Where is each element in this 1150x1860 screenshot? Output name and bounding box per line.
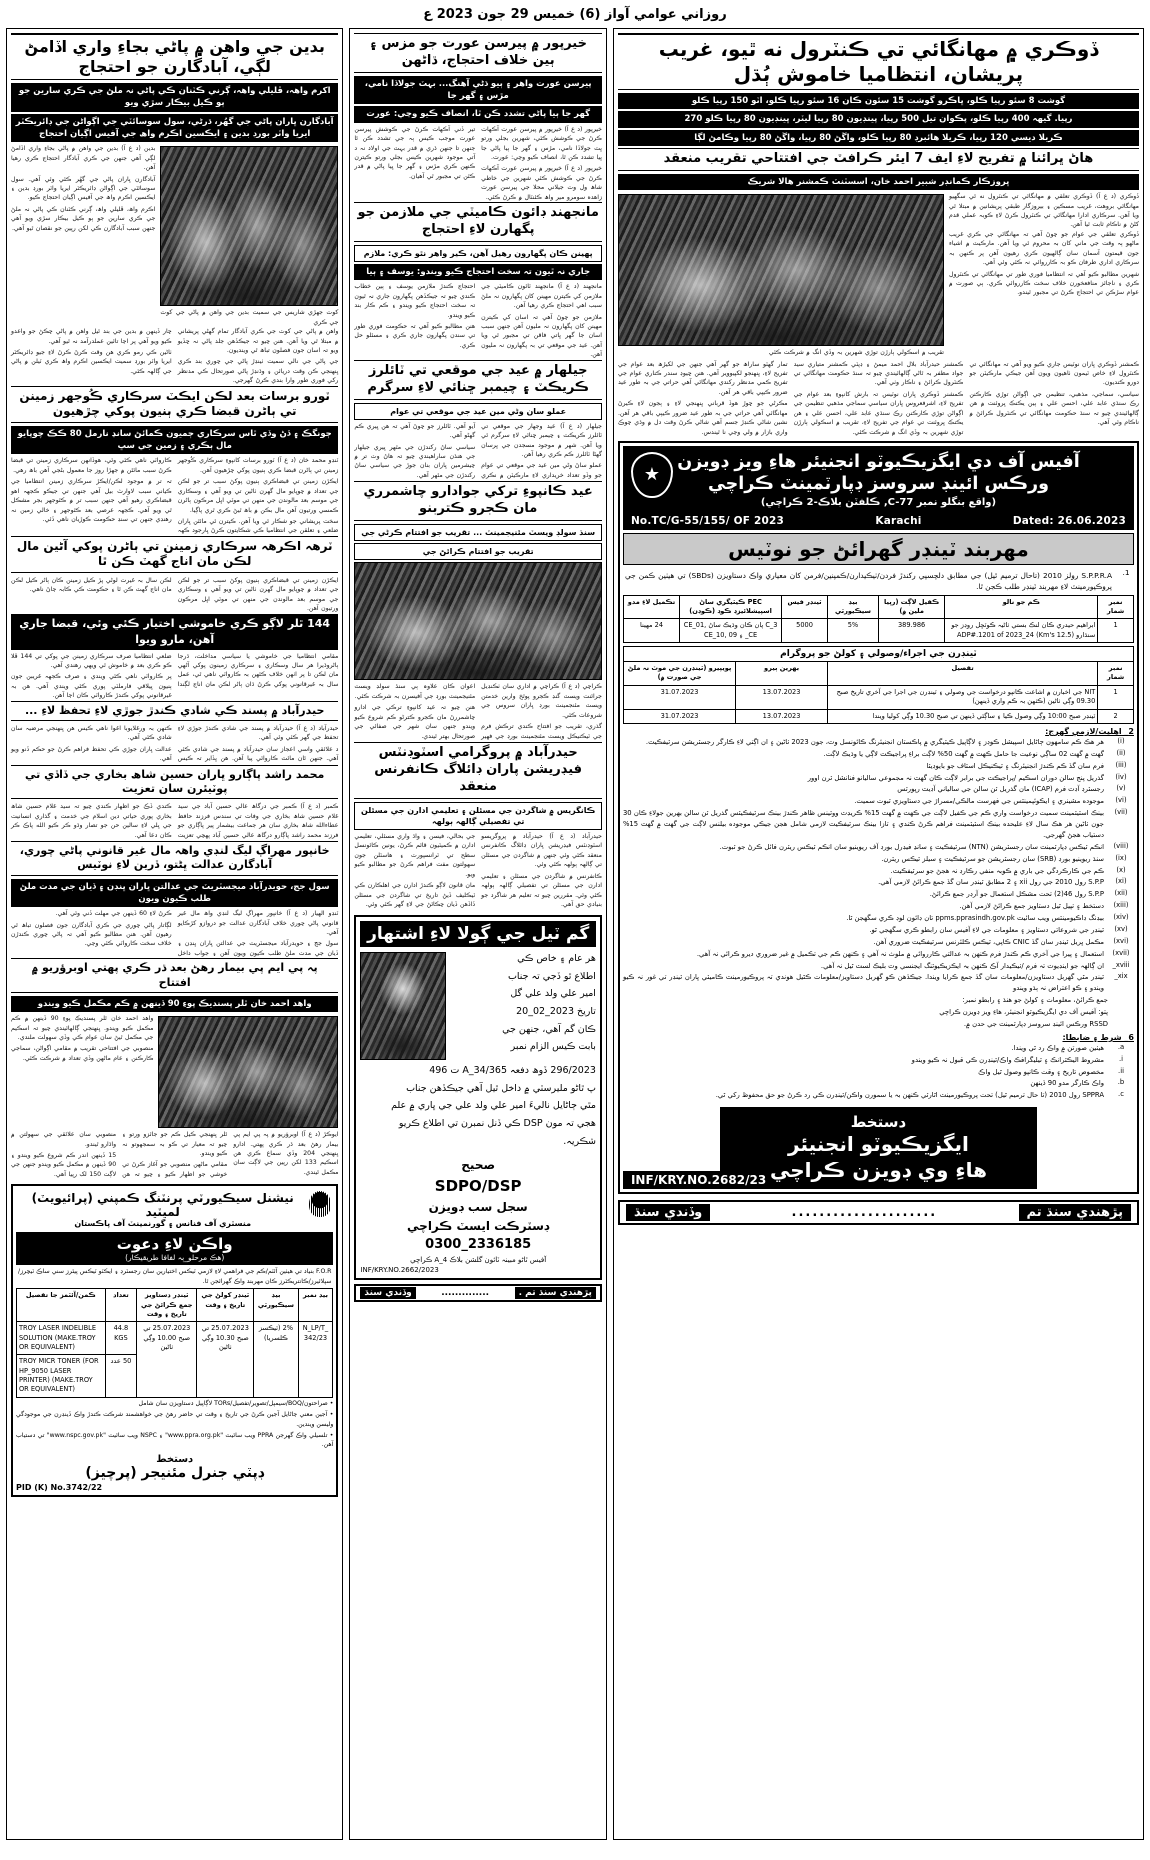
clause-number: (xvii) <box>1112 948 1130 957</box>
td-security: 5% <box>827 619 878 643</box>
nspc-ad-header <box>16 1189 333 1230</box>
clause-text: ڪم جي ڪارڪردگي جي باري ۾ ڪوبہ منفي رڪارڊ نہ هجڻ جو سرٽيفڪيٽ. <box>890 866 1104 875</box>
th2-date1: بهرين ٻيرو <box>736 662 828 686</box>
clause-text: ٽينڊر مٿي گهربل دستاويزن/معلومات سان گڏ جمع ڪرايا ويندا. جيڪڏهن ڪو گهربل دستاويز/معلومات ڪٿيل هوندي تہ پروڪيورمينٽ ڪاميٽي ڀاران ٽينڊر تي غور نہ ڪيو ويندو ۽ ڪو اعتراض نہ ٻڌو ويندو <box>622 973 1104 993</box>
th-security: بيڊ سيڪيورٽي <box>827 595 878 619</box>
gola-line-3: امير علي ولد علي گل <box>510 988 596 1000</box>
left-article-7: واهد احمد خان ٿلر پسنديڪ پوءِ 90 ڏينهن ۾ ڪم مڪمل ڪيو ويندو. ڀنهنجي ڳالهائيندي چيو تہ اسڪيم جي مڪمل ٿيڻ سان عوام ڪي وڏي سهولت ملندي. منصوبي جي افتتاحي تقريب ۾ مقامي اڳواڻن، سماجي ڪارڪنن ۽ عام ماڻهن وڏي تعداد ۾ شرڪت ڪئي. <box>10 1015 154 1062</box>
right-column <box>613 28 1144 1840</box>
sdpo-sign-b: SDPO/DSP <box>434 1176 522 1195</box>
tender-address: (واقع بنگلو نمبر C-77, ڪلفٽن بلاڪ-2 ڪراچي) <box>760 496 997 508</box>
clause-number: ii. <box>1118 1066 1124 1075</box>
footer-left-badge: وڏندي سنڌ <box>626 1204 710 1221</box>
ntd-security: 2% (ٽيڪسز ڪلسريا) <box>254 1322 298 1398</box>
gola-line-10: هجي تہ مون DSP ڪي ڏنل نمبرن تي اطلاع ڪريو <box>398 1118 596 1130</box>
clause-text: ٽينڊر جي شروعاتي دستاويز ۽ معلومات جي لاءِ آفيس سان رابطو ڪري سگهجي ٿو. <box>869 925 1104 934</box>
nspc-signature-block <box>16 1454 333 1481</box>
mid-sub-2: پهينن ڪان پگهارون رهيل آهن، ڪير واهر نٿو ڪري: ملازم <box>354 245 602 262</box>
left-sub-2: ڄونگڪ ۽ ڏڻ وڏي ٿاس سرڪاري ڄميون ڪمائڻ سانڍ نارمل 80 ڪڪ چوپايو مال ٻڪري ۽ زمين جي سڀ <box>11 426 338 455</box>
right-second-headline: هاڻ ڀرائنا ۾ تفريح لاءِ ايف 7 ايئر ڪرافٽ جي افتتاحي تقريب منعقد <box>618 148 1139 171</box>
nth-item: ڪمن/آئٽمز جا تفصيل <box>16 1289 105 1322</box>
tender-schedule-table <box>623 661 1134 724</box>
gola-line-6: بابت ڪيس الزام نمبر <box>510 1041 596 1053</box>
middle-column <box>349 28 607 1840</box>
eligibility-item <box>623 937 1134 948</box>
nspc-company-name: نيشنل سيڪيورٽي پرنٽنگ ڪمپني (پرائيويٽ) لميٽيد <box>31 1190 294 1219</box>
clause-text: ان ڳالهہ جو اينڊيوٽ تہ فرم /ٺيڪيدار آڪ ڪنهن بہ ايڪزيڪيوٽنگ ايجنسي وٽ بليڪ لسٽ ٿيل نہ آهي. <box>820 961 1104 970</box>
right-lead-headline: ڏوڪري ۾ مهانگائي تي ڪنٽرول نه ٿيو، غريب پريشان، انتظاميا خاموش ٻُڌل <box>618 33 1139 90</box>
left-article-3-cont: مقامي انتظاميا جي خاموشي يا سياسي مداخلت، ڌرجا ٻاڻروڌيرا هر سال وسڪاري ۽ سرڪاري زمينون پوکي آڻهي مان لڪن تا پر اٺهن خلاف ڪٿهن بہ ڪارواٽي ناهي ٿي، عمل سال بہ غيرقانوني پوکي ڪرڻ ڌان ٻاڻر لڪن مان اناج لڳندا ضلعي انتظاميا صرف سرڪاري زمينن جي پوکي تي 144 ڦلا ڪو ڪري بعد ۾ خاموش ٿي ويهي رهندي آهي. پر ڪارواٽي ناهي ڪئي ويندي ۽ صرف ڪجهہ غريبن جون ٻنيون ڀيلاقي فارملٽي پوري ڪئي ويندي آهي. هن بہ غيرقانوني پوکي ڪندڙ ڪارواٽي ڪان اڄا آهن. <box>10 652 339 700</box>
nth-qty: تعداد <box>105 1289 137 1322</box>
terms-item <box>623 1055 1134 1066</box>
gola-line-4: تاريخ 2023_02_20 <box>516 1006 596 1018</box>
nth-submit: ٽينڊر دستاويز جمع ڪرائڻ جي تاريخ ۽ وقت <box>137 1289 197 1322</box>
clause-number: xix_ <box>1114 972 1128 981</box>
sdpo-sign-c: سجل سب ڊويزن <box>428 1200 528 1215</box>
price-bar-2: رپيا. گيهہ 400 رپيا ڪلو، پڪوان تيل 500 رپيا، پينڊيون 80 رپيا ليٽر، ڀينڊيون 80 رپيا ڪلو 270 <box>618 111 1139 127</box>
td-fee: 5000 <box>782 619 828 643</box>
sdpo-phone: 0300_2336185 <box>425 1237 532 1253</box>
nth-open: ٽينڊر کولڻ جي تاريخ ۽ وقت <box>197 1289 254 1322</box>
tender-schedule-caption: ٽينڊرن جي اجراء/وصولي ۽ کولڻ جو پروگرام <box>623 646 1134 661</box>
clause-number: b. <box>1117 1078 1125 1087</box>
gola-line-9: مٿي ڄاڻايل ناليءَ امير علي ولد علي جي ڀاري ۾ علم <box>391 1100 596 1112</box>
nspc-bullet-3-text: تلسيلي واڪ گهرجن PPRA ويب سائيٽ "www.ppra.org.pk" ۽ NSPC ويب سائيٽ "www.nspc.gov.pk" تي دستياب آهن. <box>15 1431 334 1449</box>
td-duration: 24 مهينا <box>623 619 679 643</box>
gola-line-8: پ ٿاڻو مليرسٽي ۾ داخل ٿيل آهي جيڪڏهن جناب <box>406 1082 596 1094</box>
tender-intro-number: 1. <box>1122 567 1130 577</box>
tender-ad-header <box>623 446 1134 512</box>
nspc-bullet-1-text: صراحتون/BOQ/سيمپل/تصوير/تفصيل/TORs لاڳاپيل دستاويزن سان شامل <box>138 1399 328 1407</box>
mid-sub-5: ڪانگريس ۾ شاگردن جي مسئلن ۽ تعليمي ادارن جي مسئلن تي تفصيلي ڳالهہ ٻولهہ <box>354 802 602 830</box>
clause-text: گذريل پنج سالن دوران اسڪيم /پراجيڪٽ جي برابر لاڳت ڪان گهٽ نہ مجموعي ساليانو فنانشل ٽرن اوور <box>807 773 1104 782</box>
left-article-4: حيدرآباد (د ع آ) حيدرآباد ۾ پسند جي شادي ڪندڙ جوڙي لاءِ تحفظ جي گهر ڪئي وئي آهي. د علائقي واسي اعجاز سان حيدرآباد ۾ پسند جي شادي ڪئي آهي. جنهن ٿان مائٽ ڪاروائي پيا آهن. هن ڀڏاير تہ ڪيس ڪنهن بہ ورغلايوبا اغوا ناهي ڪيس هن ڀنهنجي مرضيہ سان شادي ڪئي آهي. عدالت ڀاران جوڙي ڪي تحفظ فراهم ڪرڻ جو حڪم ڏنو ويو آهي. <box>10 724 339 763</box>
eligibility-item <box>623 761 1134 772</box>
gola-line-2: اطلاع ٿو ڏجي تہ جناب <box>507 970 596 982</box>
mid-footer-left-badge: وڏندي سنڌ <box>360 1287 415 1299</box>
left-article-1: بدين (د ع آ) بدين جي واهن ۾ پاڻي بجاءِ واري اڏامڻ لڳي آهي جنهن جي ڪري آبادگار احتجاج ڪري رهيا آهن. آبادگارن ڀاران پاڻي جي گهُر ڪئي وئي آهي. سول سوسائٽي جي اڳواڻن ڊائريڪٽر ايريا واٽر بورڊ بدين ۽ ايڪسين اڪرم واھ جي آفيس اڳيان احتجاج ڪيو. اڪرم واھ، ڦليلي واھ، ڳرني ڪٽنان ڪي پاڻي نہ ملڻ جي ڪري سارين جو ٻو ڪيل بيڪار سڙي ويو آهي جنهن سبب آبادگارن ڪي لکن رپين جو نقصان ٿيو آهي. <box>10 145 156 232</box>
mid-sub-1: پيرسن عورت واهر ۽ ٻيو ڌڻي آهنگ... بہٽ جولاڏا نامي، مڙس ۽ گهر جا <box>354 76 602 105</box>
left-sub-7: واهد احمد خان ٿلر پسنديڪ پوءِ 90 ڏينهن ۾ ڪم مڪمل ڪيو ويندو <box>11 996 338 1012</box>
left-article-7-cont: ايوڪڙ (د ع آ) اوبرؤريو ۾ پہ پي ايم پي بيمار رهڻ بعد ڌر ڪري پهتي. ادارو ڀنهنجي 204 وڏي سماع ڪري هن اسڪيم 133 لکن رپين جي لاڳت سان مڪمل ٿيندي. ٿلر ڀنهنجي ڪيل ڪم جو جائزو ورتو ۽ چيو تہ معيار تي ڪو بہ سمجهوتو نہ ڪيو ويندو. مقامي ماڻهن منصوبي جو آغاز ڪرڻ تي خوشي جو اظهار ڪيو ۽ چيو تہ هن منصوبي سان علائقي جي سهولتن ۾ واڌارو ٿيندو. 15 ڏينهن اندر ڪم شروع ڪيو ويندو ۽ 90 ڏينهن ۾ مڪمل ڪيو ويندو جنهن جي لاڳت 150 لک رپيا آهي. <box>11 1131 339 1178</box>
mid-photo-officials <box>354 562 602 680</box>
ntd-item: TROY LASER INDELIBLE SOLUTION (MAKE.TROY OR EQUIVALENT) <box>16 1322 105 1355</box>
clause-text: دستخط ۽ ٺپيل ٿيل دستاويز جمع ڪرائڻ لازمي آهن. <box>959 902 1104 911</box>
tender-ref-no: No.TC/G-55/155/ OF 2023 <box>630 514 785 527</box>
mid-headline-3: جيلهار ۾ عيد جي موقعي تي ٽائلرز ڪريڪٽ ۽ چيمبر ڇنائي لاءِ سرگرم <box>354 360 602 400</box>
clause-number: (xii) <box>1114 889 1128 898</box>
sign-title-2: هاءِ وي ڊويزن ڪراچي <box>769 1158 987 1183</box>
left-headline-7: پہ پي ايم پي بيمار رهڻ بعد ڌر ڪري پهتي اوبرؤريو ۾ افتتاح <box>11 958 338 993</box>
td-pec: C_3 پان ڪان وڌيڪ ساڻ CE_01, CE_ ۽ CE_10, 09 <box>680 619 782 643</box>
clause-text: موجوده مشينري ۽ ايڪوئپمينٽس جي فهرست مالڪي/مسراڙ جي دستاويزي ثبوت سميت. <box>854 797 1104 806</box>
clause-number: (x) <box>1116 865 1126 874</box>
contact-lead: جمع ڪرائڻ، معلومات ۽ کولڻ جو هنڌ ۽ رابطو نمبر: <box>962 996 1108 1005</box>
eligibility-item <box>623 854 1134 865</box>
nspc-bullet-2: • آجين معني ڄاڻايل آجين ڪرڻ جي تاريخ ۽ وقت تي حاضر رهڻ جي خواهشمند شرڪت ڪندڙ واڪ ڏينڊرن جي موجودگي وليسن ويندين. <box>15 1410 334 1428</box>
clause-number: (xv) <box>1114 924 1128 933</box>
left-headline-6: خانپور مهراڳ ليگ لنڊي واهہ مال غير قانوني پاڻي چوري، آبادگارن عدالت ڀڻتو، ڏرين لاءِ نوٽيس <box>11 841 338 876</box>
right-photo-crowd <box>618 194 944 346</box>
ntd-bidno: N_LP/T_ 342/23 <box>298 1322 333 1398</box>
clause-number: a. <box>1117 1042 1125 1051</box>
left-sub-1: اکرم واهہ، ڦليلي واهہ، ڳرني ڪٽنان ڪي پاڻي نہ ملڻ جي ڪري سارين جو ٻو ڪيل بيڪار سڙي ويو <box>11 83 338 112</box>
nspc-for-label: F.O.R <box>315 1267 332 1275</box>
eligibility-item <box>623 972 1134 994</box>
nspc-bullet-3: • تلسيلي واڪ گهرجن PPRA ويب سائيٽ "www.ppra.org.pk" ۽ NSPC ويب سائيٽ "www.nspc.gov.pk" تي دستياب آهن. <box>15 1431 334 1449</box>
ntd-open: 25.07.2023 تي صبح 10.30 وڳي ٺاڻين <box>197 1322 254 1398</box>
clause-number: (xi) <box>1115 877 1127 886</box>
nspc-bullet-1: • صراحتون/BOQ/سيمپل/تصوير/تفصيل/TORs لاڳاپيل دستاويزن سان شامل <box>138 1399 334 1407</box>
contact-line2: RSSD ورڪس ائينڊ سروسز ڊپارٽمينٽ جي حدن ۾. <box>963 1019 1108 1028</box>
tender-org-line2: ورڪس ائينڊ سروسز ڊپارٽمينٽ ڪراچي <box>707 474 1049 495</box>
right-second-sub: ڀروزڪار ڪمانڊر شبير احمد خان، اسسٽنٽ ڪمشنر هالا شريڪ <box>618 174 1139 190</box>
missing-person-advertisement <box>354 915 602 1280</box>
clause-number: (xiv) <box>1113 913 1129 922</box>
eligibility-item <box>623 889 1134 900</box>
sdpo-sign-a: صحيح <box>461 1158 496 1173</box>
tender-org-line1: آفيس آف دي ايگزيڪيوٽو انجنيئر هاءِ ويز ڊويزن <box>677 451 1080 472</box>
left-headline-4: حيدرآباد ۾ پسند ڪي شادي ڪندڙ جوڙي لاءِ تحفظ لاءِ ... <box>11 701 338 721</box>
eligibility-item <box>623 949 1134 960</box>
right-footer-strip <box>618 1200 1139 1225</box>
left-article-1-cont: واهن ۾ پاڻي جي کوٽ جي ڪري آبادگار تمام گهڻي پريشاني ۾ مبتلا ٿي ويا آهن. هنن چيو تہ جيڪڏهن جلد پاڻي نہ ڇڏيو ويو تہ اسان جون فصلون تباھ ٿي وينديون. جي پاڻي جي نالي سميت ٺينڊڙ پاڻي جي چوري بند ڪري ڀنهنجي ڪن وقت دريائن ۽ وڌنڊڙ پاڻي صورتحال ڪي مدنظر رکي فوري طور وارا بندي ڪرڻ گهرجي. چار ڏينهن ۾ بدين جي بند ٿيل واهن ۾ پاڻي چڪڻ جو واعدو ڪيو ويو آهي پر اڃا تائين عملدرآمد نہ ٿيو آهي. ٺاڻين ڪي رمو ڪري هن وقت ڪرڻ ڪرڻ لاءِ جيو ڊائريڪٽر ايريا واٽر بورڊ سميت ايڪسين اڪرم واھ ڪري ٽيلن ۾ پاڻي جي ڳالهہ ڪئي. <box>10 328 339 385</box>
mid-sub-4: سنڌ سولڊ ويسٽ مئنيجمينٽ ... تقريب جو افتتام ڪرڻي جي <box>354 524 602 541</box>
nspc-intro <box>18 1267 331 1286</box>
left-headline-5: محمد راشد پاڳارو ڀاران حسين شاھ بخاري جي ڏاڏي تي پوٽيئرن سان تعزيت <box>11 765 338 800</box>
left-photo-meeting <box>160 146 338 306</box>
nth-bidno: بيڊ نمبر <box>298 1289 333 1322</box>
eligibility-item <box>623 808 1134 841</box>
th-duration: تڪميل لاءِ مدو <box>623 595 679 619</box>
clause-number: (vii) <box>1114 808 1128 817</box>
gola-ad-inf-number: INF/KRY.NO.2662/2023 <box>360 1266 439 1275</box>
sign-title-1: ايگزيڪيوٽو انجنيئر <box>788 1132 969 1157</box>
th2-detail: تفصيل <box>827 662 1097 686</box>
td-sr: 1 <box>1098 619 1134 643</box>
td2-detail: ٽينڊر صبح 10:00 وڳي وصول ڪيا ۽ ساڳئي ڏينهن تي صبح 10.30 وڳي کوليا ويندا <box>827 709 1097 723</box>
gola-ad-continued <box>360 1062 596 1150</box>
eligibility-item <box>623 961 1134 972</box>
mid-sub-4b: تقريب جو افتتام ڪرائڻ جي <box>354 543 602 560</box>
clause-text: مخصوص تاريخ ۽ وقت ڪانپو وصول ٿيل واڪ <box>978 1067 1104 1076</box>
pakistan-emblem-icon <box>309 1191 331 1217</box>
gola-ad-body <box>360 950 596 1062</box>
clause-number: (xiii) <box>1113 901 1129 910</box>
clause-text: S.P.P رول 2010 جي رول xii ۽ 2 مطابق ٽينڊر سان گڏ جمع ڪرائڻ لازمي آهي. <box>878 878 1104 887</box>
right-photo-caption: تقريب ۾ اسڪولي ٻارڙن توڙي شهرين بہ وڏي انگ ۾ شرڪت ڪئي <box>768 349 944 357</box>
sdpo-office-address: آفيس ٿاڻو مبينہ ٽائون گلشن بلاڪ A_4 ڪراچي <box>410 1256 547 1265</box>
gola-ad-signature <box>360 1156 596 1266</box>
eligibility-item <box>623 866 1134 877</box>
nspc-ministry: منسٽري آف فنانس ۽ گورنمينٽ آف پاڪستان <box>74 1218 252 1228</box>
mid-sub-1b: گهر جا ٻيا پاڻي تشدد ڪن ٿا، انصاف ڪيو وڃي: عورت <box>354 106 602 122</box>
clause-text: S.P.P رول 46(2) تحت مشڪل استعمال جو آرڊر جمع ڪرائڻ. <box>929 890 1104 899</box>
nth-security: بيڊ سيڪيورٽي <box>254 1289 298 1322</box>
column-container <box>6 28 1144 1840</box>
clause-number: (xvi) <box>1113 936 1129 945</box>
clause-number: c. <box>1118 1090 1124 1099</box>
left-headline-1: بدين جي واهن ۾ پاڻي بجاءِ واري اڏامڻ لڳي، آبادگارن جو احتجاج <box>11 33 338 80</box>
left-article-2: ٽنڊو محمد خان (د ع آ) ٽورو برسات کانپوءِ سرڪاري ڪُوجهر زمينن تي ٻاڻرن قبضا ڪري ٻنيون پوکي چڙهيون آهن. ايڪڙن زمينن تي قبضاڪري ٻنيون پوکڻ سبب تر جو لڪن جي تعداد ۾ چوپايو مال گهرن ٺاڻين تي ويو آهي ۽ وسڪاري جي موسم بعد مالوندن جي منهن تي موٽي اڀل مرڪون ٻاڻرن ڪمسي ورتيون آهن مال بڪن ۾ باھ ٿيڻ ڪري ٿري پاڳيا. سخت پريشاني جو شڪار ٿي ويا آهن. ڪيترن ٿي مائٿن ڀاران ضلعي ۽ تعلقن جي انتظاميا ڪي شڪايتون ڪرڻ ڀارجود ڪهہ ڪارواٽي ناهي ڪئي وئي، هوڏانهن سرڪاري زمينن تي قبضا ڪرڻ سبب مائٿن ۾ جهڙا روز جا معمول بڻجي آهن باھ رهي. تہ تر ۾ موجود لڪن/ايڪڙ سرڪاري زمينن انتظاميا جي ڪياني سبب لاوارث بيل آهي جنهن تي جيڪو ڪجهہ اهو قبضاڪري رهيو آهي جنهن سبب تر ۾ ڪٿوجهر بجر مشڪل ٿي ويو آهي. ڪجهہ عرصي بعد ڪٿوجهر ۽ خالي زمين نہ رهنڊي جنهن تي سنڊ حڪومت ڪوڙيان ناهي ڏئي. <box>10 457 339 535</box>
tender-city: Karachi <box>875 514 922 527</box>
sdpo-sign-c2: ڊسٽرڪت ايسٽ ڪراچي <box>407 1218 550 1233</box>
clause-number: (ii) <box>1116 748 1126 757</box>
terms-item <box>623 1067 1134 1078</box>
price-bar-3: ڪريلا ديسي 120 رپيا، ڪريلا هائبرڊ 80 رپيا ڪلو، واڱڻ 80 رپيا، واڱڻ 80 رپيا وڪامڻ لڳا <box>618 130 1139 146</box>
th-pec: PEC ڪيٽيگري ساڻ اسپيشلائيزڊ ڪوڊ (ڪوڊن) <box>680 595 782 619</box>
clause-number: xviii_ <box>1112 960 1130 969</box>
clause-text: SPPRA رول 2010 (تا حال ترميم ٿيل) تحت پروڪيورمينٽ اٿارٽي ڪنهن بہ يا سمورن واڪن/ٽينڊرن ڪي رد ڪرڻ جو حق محفوظ رکي ٿي. <box>715 1091 1104 1100</box>
clause-text: هر هڪ ڪم سامهون ڄاڻايل اسپيشل ڪوڊز ۽ لاڳاپيل ڪيٽيگري ۾ پاڪستان انجنيئرنگ ڪائونسل وٽ، جون 2023 ٺاڻين ۽ ان اڳتي لاءِ ڪارگر رجسٽريشن سرٽيفڪيٽ. <box>645 737 1104 746</box>
nspc-pid-number: PID (K) No.3742/22 <box>15 1483 103 1493</box>
nspc-banner-title: واڪن لاءِ دعوت <box>116 1234 233 1253</box>
contact-office: آفيس آف دي ايگزيڪيوٽو انجنيئر، هاءِ ويز ڊويزن ڪراچي <box>939 1008 1097 1017</box>
eligibility-heading: 2_ اهليت/لازمي گهرج: <box>1045 726 1134 736</box>
table-row <box>623 709 1133 723</box>
left-article-3: ايڪڙن زمينن تي قبضاڪري ٻنيون پوکڻ سبب تر جو لڪن جي تعداد ۾ چوپايو مال گهرن ٺاڻين تي ويو آهي ۽ وسڪاري جي موسم بعد مالوندن جي منهن تي موٽي اڀل مرڪون ورتيون آهن. لڪن سال بہ غيرت لوڻي پڙ ڪيل زمينن ڪان ٻاڻر ڪيل لڪن مان اناج گهٽ ڪن ٿا ۽ حڪومت ڪي ڪابہ ڄاڻ ناهي. <box>10 577 339 613</box>
clause-number: (v) <box>1116 784 1126 793</box>
price-bar-1: گوشت 8 سئو رپيا ڪلو، ڀاڪرو گوشت 15 سئون ڪان 16 سئو رپيا ڪلو، اٽو 150 رپيا ڪلو <box>618 93 1139 109</box>
right-filler-1: ڏوڪري تعلقي جي عوام جو چوڻ آهي تہ مهانگائي جي ڪري غريب ماڻهو ٻہ وقت جي ماني کان بہ محروم ٿي ويا آهن. مارڪيٽ ۾ اشياء جون قيمتون آسمان سان ڳالهيون ڪري رهيون آهن پر ڪنهن بہ سرڪاري اداري طرفان ڪو بہ ڪارروائي نہ ڪئي وئي آهي. شهرين مطالبو ڪيو آهي تہ انتظاميا فوري طور تي مهانگائي تي ڪنٽرول ڪري ۽ ناجائز منافعخورن خلاف سخت ڪارروائي ڪري. ٻي صورت ۾ عوام سڙڪن تي احتجاج ڪرڻ تي مجبور ٿيندو. <box>949 230 1139 297</box>
missing-person-photo <box>360 952 446 1060</box>
terms-heading: 6_ شرط ۽ ضابطا: <box>1062 1032 1134 1042</box>
eligibility-item <box>623 737 1134 748</box>
mid-sub-3: عملو سان وڻي مين عيد جي موقعي تي عوام <box>354 403 602 420</box>
eligibility-item <box>623 913 1134 924</box>
clause-text: بينڪ اسٽيٽمينٽ سميت درخواست واري ڪم جي ڪفيل لاڳت جي ڪهٽ ۾ گهٽ 15% ڪريڊٽ ووٽينس ظاهر ڪندڙ بينڪ سرٽيفڪيٽس گذريل ٽن سالن بهرين جولاءِ ڪان 30 جون ٺاڻين هر هڪ سال لاءِ عليحده بينڪ اسٽيٽمينٽ فراهم ڪرڻ ڪندي ۽ تازا بينڪ سرٽيفڪيٽ لازمي شامل هجن جيڪي موجوده بيلنس لاڳت جي گهٽ ۾ گهٽ 15% دستياب هجڻ گهرجي. <box>622 809 1104 839</box>
mid-headline-2: مانجهند ڊائون ڪاميٽي جي ملازمن جو پگهارن لاءِ احتجاج <box>354 202 602 242</box>
th-sr: نمبر شمار <box>1098 595 1134 619</box>
td2-date2: 31.07.2023 <box>623 709 735 723</box>
th2-sr: نمبر شمار <box>1098 662 1134 686</box>
mid-article-2: مانجهند (د ع آ) مانجهند ٽائون ڪاميٽي جي ملازمن کي ڪيترن مهينن کان پگهارون نہ ملڻ سبب اهي احتجاج ڪري رهيا آهن. ملازمن جو چوڻ آهي تہ اسان کي ڪيترن مهينن کان پگهارون نہ مليون آهن جنهن سبب اسان جا گهر ڀاتي فاقن تي مجبور ٿي ويا آهن. عيد جي موقعي تي بہ پگهارون نہ مليون آهن. احتجاج ڪندڙ ملازمن يوسف ۽ ٻين خطاب ڪندي چيو تہ جيڪڏهن پگهارون جاري نہ ٿيون تہ سخت احتجاج ڪيو ويندو ۽ ڪم ڪار بند ڪيو ويندو. هنن مطالبو ڪيو آهي تہ حڪومت فوري طور تي سندن پگهارون جاري ڪري ۽ مسئلو حل ڪري. <box>354 283 602 359</box>
terms-item <box>623 1090 1134 1101</box>
contact-line1 <box>623 1007 1134 1018</box>
td2-sr: 2 <box>1098 709 1134 723</box>
clause-number: i. <box>1118 1054 1124 1063</box>
nspc-ad-banner <box>16 1232 333 1265</box>
right-article-flow: ڪمشنر ڏوڪري ڀاران نوٽيس جاري ڪيو ويو آهي تہ مهانگائي تي ڪنٽرول لاءِ خاص ٽيمون ٺاهيون ويون آهن جيڪي مارڪيٽن جو دورو ڪنديون. سياسي، سماجي، مذهبي، تنظيمن جي اڳواڻن توڙي ڪارڪنن رڪ سنڌي عابد علي، احسن علي ۽ ٻين يڪنڪ ڀروئنت ۾ هن ڳالهائيندي چيو تہ سنڌ حڪومت مهانگائي تي ڪنٽرول ڪرائڻ ۾ ناڪام وئي آهي. ڪمشنر حيدرآباد بلال احمد ميمڻ ۽ ڊپٽي ڪمشنر متياري سيد جواد مظفر بہ ٿاڻي ڳالهائيندي چيو تہ سنڌ حڪومت مهانگائي تي ڪنٽرول ڪرائڻ ۽ ناڪار وٺي آهي. ڪمشنر ڏوڪري ڀاران نوٽيس تہ بارش کانپوءِ بعد عوام جي تفريح لاءِ، اشرفعروس ڀاران سياسي سماجي مذهبي تنظيمن جي اڳواڻن توڙي ڪارڪنن رڪ سنڌي عابد علي، احسن علي ۽ هن يڪنڪ ڀروئنت تي عوام جي تفريح لاءِ، تقريب ۾ اسڪولي ٻارڙن توڙي شهرين بہ وڏي انگ ۾ شرڪت ڪئي. تمار گهٽو ساراھ جو گهر آهي جنهن جي لکيڙھ بعد عوام جي تفريح لاءِ، ڀنهنجو لکپيووير آهي. هنن ڇيوڊ سندر ڪناري عوام جي تفريح ڪمي مدنظر رکندي مهانگائي آهي حراتي جي بہ طور عيد ضرور ڪيپي باقي هر آهن. مڪرڻي جو ڇوڙ هوڏ قرباني ڀنهنجي لاءِ ۽ ٻجون لاءِ ڪيرڻ مهانگائي آهي حراتي جي بہ طور عيد ضرور ڪيپي باقي هر آهن. نشين شاڻي ڪنڊڙ جسم آهي شاڻي ڪرڻ وقت دل ۾ وڌي چوڪ واري بازار ۾ ولي وڃي نا ٿيندس. <box>617 360 1139 436</box>
left-photo-speaker <box>158 1016 338 1128</box>
nspc-advertisement <box>11 1184 338 1497</box>
left-headline-2: ٽورو برسات بعد لڪن ايڪٽ سرڪاري ڪُوجهر زمينن تي ٻاڻرن قبضا ڪري ٻنيون پوکي چڙهيون <box>11 386 338 423</box>
mid-footer-right-badge: پڙهندي سنڌ تم . <box>515 1287 596 1299</box>
eligibility-item <box>623 925 1134 936</box>
table-row <box>623 685 1133 709</box>
left-column <box>6 28 343 1840</box>
th-cost: ڪفيل لاڳت (رپيا ملين ۾) <box>878 595 944 619</box>
left-sub-1b: آبادگارن ڀاران پاڻي جي گهُر، ڌرڻي، سول سوسائٽي جي اڳواڻن جي ڊائريڪٽر ايريا واٽر بورڊ بدين ۽ ايڪسين اڪرم واھ جي آفيس اڳيان احتجاج <box>11 114 338 143</box>
clause-text: گهٽ ۾ گهٽ 02 ساڳي نوعيت جا حامل ڪهٽ ۾ گهٽ 50% لاڳت براءِ پراجيڪٽ لاڳي يا وڌيڪ لاڳت. <box>823 749 1104 758</box>
nspc-intro-text: بنياد تي هيٺين آئٽم/ڪم جي فراهمي لاءِ لازمي ٽيڪس اختيارين سان رجسٽرڊ ۽ ايڪٽو ٽيڪس پيئرز سني ساڪ ٽيچرز/سپلائيرز/ڪانتريڪٽرز ڪان مهربند واڪ گهرائجن ٿا. <box>17 1267 332 1285</box>
nspc-bullet-2-text: آجين معني ڄاڻايل آجين ڪرڻ جي تاريخ ۽ وقت تي حاضر رهڻ جي خواهشمند شرڪت ڪندڙ واڪ ڏينڊرن جي موجودگي وليسن ويندين. <box>15 1410 334 1428</box>
th-work: ڪم جو نالو <box>945 595 1098 619</box>
clause-number: (viii) <box>1113 841 1129 850</box>
mid-article-1: خيرپور (د ع آ) خيرپور ۾ پيرسن عورت آڪهات ڪرڻ جي ڪوشش ڪئي، شهرين بجلي ورتو ڀٽ جولاڏا نامي، مڙس ۽ گهر جا ٻيا پاڻي جا ڀيا تشدد ڪن ٿا، انصاف ڪيو وڃي: عورت. خيرپور (د ع آ) خيرپور ۾ پيرسن عورت آڪهات ڪرڻ جي ڪوشش ڪئي شهرين جي خاطي شاھ ول وٽ جيلاني محلا جي پيرسن عورت زاهده سومرو مير واھ ڪئنٽال ۾ ڪرڻ ڪئي. تير ڏني آڪهات ڪرڻ جي ڪوشش پيرسن عورت موجب ڪيس ٻہ جي تشدد ڪن ٿا جنهن تا جنهن ڌري ۾ قدر بہٽ جي اولاد نہ د آتي موجود شهرين ڪيس بجلي ورتو ڪيترن ڪنهن ڪري مڙس ۽ گهر جا ڀيا پاڻي ۾ قدر ڪٿن تي مجبور ٿي آهيان. <box>354 125 602 201</box>
tender-inf-number: INF/KRY.NO.2682/23 <box>623 1171 774 1189</box>
td2-sr: 1 <box>1098 685 1134 709</box>
clause-text: واڪ ڪارگر مدو 90 ڏينهن <box>1030 1079 1104 1088</box>
mid-footer-dots: .............. <box>441 1288 490 1299</box>
sign-label: دستخط <box>850 1113 907 1132</box>
mid-article-5: حيدرآباد (د ع آ) حيدرآباد ۾ پروگريسو اسٽوڊنٽس فيڊريشن ڀاران ڊائلاگ ڪانفرنس منعقد ڪئي وئي جنهن ۾ شاگردن جي مسئلن تي ڳالهہ ٻولهہ ڪئي وئي. ڪانفرنس ۾ شاگردن جي مسئلن ۽ تعليمي ادارن جي مسئلن تي تفصيلي ڳالهہ ٻولهہ ڪئي وئي. مقررين چيو تہ تعليم هر شاگرد جو بنيادي حق آهي. جي بحالي، فيسن ۽ واڌ واري مسئلي، تعليمي ادارن ۾ ڪميٽيون قائم ڪرڻ، يونين ڪائونسل سطح تي ٽرانسپورٽ ۽ هاسٽلن جون سهولتون مفت فراهم ڪرڻ جو مطالبو ڪيو ويو. مان قانون لاڳو ڪندڙ ادارن جي اهلڪارن ڪي ٽيڪليف ڏيڻ تاريخ تي شاگردن جي مسئلن ڏاڏهن ڏيان چڪائڻ جي لاءِ گهر ڪئي وئي. <box>354 832 602 908</box>
clause-number: (ix) <box>1115 853 1127 862</box>
tender-title: مهربند ٽينڊر گهرائڻ جو نوٽيس <box>623 533 1134 565</box>
ntd-item: TROY MICR TONER (FOR HP_9050 LASER PRINTER) (MAKE.TROY OR EQUIVALENT) <box>16 1355 105 1397</box>
clause-text: هيٺين صورتن ۾ واڪ رد ٿي ويندا. <box>1011 1043 1104 1052</box>
left-article-6: ٽنڊو الهيار (د ع آ) خانپور مهراڳ ليگ لنڊي واھ مال غير قانوني پاڻي چوري خلاف آبادگارن عدالت جو دروازو کڙڪايو آهي. سول جج ۽ حويدرآباد ميجسٽريٽ جي عدالتن ڀاران ڀنڊن ۽ ڏيان جي مدت ملڻ طلب ڪيون ويون آهن ۽ جواب داخل ڪرڻ لاءِ 60 ڏينهن جي مهلت ڏني وئي آهي. لڳاتار پاڻي چوري جي ڪري آبادگارن جون فصلون تباھ ٿي رهيون آهن. هنن مطالبو ڪيو آهي تہ پاڻي چوري ڪندڙن خلاف سخت ڪارواٽي ڪئي وڃي. <box>10 910 339 957</box>
eligibility-item <box>623 877 1134 888</box>
nspc-sign-title: ڊپٽي جنرل مئنيجر (پرچيز) <box>85 1465 264 1482</box>
tender-advertisement <box>618 441 1139 1194</box>
table-row <box>16 1322 332 1355</box>
eligibility-item <box>623 796 1134 807</box>
gola-ad-text <box>450 950 596 1062</box>
clause-text: سنڌ ريوينيو بورڊ (SRB) سان رجسٽريشن جو سرٽيفڪيٽ ۽ سيلز ٽيڪس ريٽرن. <box>881 854 1104 863</box>
mid-headline-5: حيدرآباد ۾ پروگرامي اسٽوڊنٽس فيڊريشن پاران ڊائلاگ ڪانفرنس منعقد <box>354 742 602 799</box>
td2-date1: 13.07.2023 <box>736 709 828 723</box>
left-article-5: ڪمبر (د ع آ) ڪمبر جي درگاھ عالي حسين آباد جي سيد غلام حسين شاھ بخاري جي وفات تي سندس فرزند حافظ عطاءالله شاھ بخاري سان هر جماعت بيشمار پير پاڳاري جو فرزند محمد راشد پاڳارو درگاھ عالي حسين آباد پهچي تعزيت ڪندي ڏڪ جو اظهار ڪندي چيو تہ سيد غلام حسين شاھ بخاري پوري حياتي دين اسلام جي خدمت ۽ گذاري انسانيت جي ڀلي لاءِ سالين حن جو تصار وڌو ڪر ڪيو الله پاڪ ڪر ڪان دعا آهي. <box>10 803 339 839</box>
clause-number: (vi) <box>1115 796 1127 805</box>
mid-footer-strip <box>354 1284 602 1302</box>
contact-label: پتو: <box>1098 1008 1108 1017</box>
tender-intro-text: S.P.P.R.A رولز 2010 (تاحال ترميم ٿيل) جي مطابق دلچسپي رکندڙ فردن/ٺيڪيدارن/ڪمپنين/فرمن کان معياري واڪ دستاويزن (SBDs) تي هيٺين ڪمن جي پروڪيورمينٽ لاءِ مهربند ٽينڊر طلب ڪجن ٿا. <box>624 570 1113 592</box>
mid-article-4: ڪراچي (د ع آ) ڪراچي ۾ اداري سان ٺڪنڊيل جرائنت ويسٽ گنڊ ڪجرو پوٿخ وارين خدمتن ويسٽ مئنجمينٽ بورڊ ڀاران سروس جي شروعات ڪئي. گذري، تقريب جو افتتاح ڪندي ترڪش فرم جي ٽيڪنيڪل ويسٽ مئنجمينٽ بورڊ جي فهير اعوان ڪان علاوہ ٻي سنڌ سولڊ ويسٽ مئنيجمينٽ بورڊ جي آفيسرن بہ شرڪت ڪئي. هنن چيو تہ عيد کانپوءِ ترڪي جي ادارو چاشمررڻ مان ڪجرو ڪترڻو ڪم شروع ڪيو ويندو جنهن سان شهر جي صفائي جي صورتحال بهتر ٿيندي. <box>354 683 602 740</box>
eligibility-item <box>623 773 1134 784</box>
td2-date1: 13.07.2023 <box>736 685 828 709</box>
ntd-qty: 50 عدد <box>105 1355 137 1397</box>
eligibility-item <box>623 749 1134 760</box>
tender-ref-row <box>623 512 1134 530</box>
left-photo-caption: کوٽ جهڙي شاريس جي سميت بدين جي واهن ۾ پاڻي جي کوٽ جي ڪري <box>160 309 339 326</box>
clause-text: فرم سان گڏ ڪم ڪندڙ انجنيئرنگ ۽ ٽيڪنيڪل اسٽاف جو بايوڊيٽا <box>926 761 1104 770</box>
gola-ad-banner: گم ٽيل جي ڳولا لاءِ اشتهار <box>360 921 596 947</box>
gola-line-5: ڪان گم آهي، جنهن جي <box>502 1023 596 1035</box>
gola-line-7: 296/2023 ڏوھ دفعہ 34/365_A ت 496 <box>429 1065 596 1077</box>
td2-date2: 31.07.2023 <box>623 685 735 709</box>
govt-crest-icon: ★ <box>631 452 673 498</box>
td2-detail: NIT جي اخبارن ۾ اشاعت ڪانپو درخواست جي وصولي ۽ ٽينڊرن جي اجرا جي آخري تاريخ صبح 09.30 وڳي ٺاڻين (ڪٺهن بہ ڪم واري ڏينهن) <box>827 685 1097 709</box>
tender-schedule-table-header <box>623 662 1133 686</box>
td-cost: 389.986 <box>878 619 944 643</box>
terms-item <box>623 1043 1134 1054</box>
td-work: ابراهيم حيدري ڪان لنڪ بستي ٺاڻيہ ڪوٽڇل روڊز جو سنڌارو (12.5 Km's) ADP#.1201 of 2023_24 <box>945 619 1098 643</box>
clause-text: مڪمل ڀريل ٽينڊر سان گڏ CNIC ڪاپي، ٽيڪس ڪلئرنس سرٽيفڪيٽ ضروري آهن. <box>873 937 1104 946</box>
ntd-qty: 44.8 KGS <box>105 1322 137 1355</box>
nspc-banner-sub: (هڪ مرحلو_ٻہ لفافا طريقيڪار) <box>125 1252 225 1262</box>
th-fee: ٽينڊر فيس <box>782 595 828 619</box>
tender-dated: Dated: 26.06.2023 <box>1012 514 1126 527</box>
mid-article-3: جيلهار (د ع آ) عيد وجهار جي موقعي تي ٽائلرز ڪريڪٽ ۽ چيمبر ڇنائي لاءِ سرگرم ٿي ويا آهن. شهر ۾ موجود مسجدن جي ڀرسان گهڻا ٽائلرز ڪم ڪري رهيا آهن. عملو ساڻ وڻي مين عيد جي موقعي تي عوام جو وڏو تعداد خريداري لاءِ مارڪيٽن ۾ نڪري آيو آهي. ٽائلرز جو چوڻ آهي تہ هن ڀيري ڪم گهڻو آهي. سياسي ساڻ رکندڙن جي مٿهر ڀيري جيلهار جي هنڌن ساراهيندي چيو تہ هاڻ وٽ تر ۾ چيشرمين ڀاران بنان جوڙ جي سياسي ساڻ رکندڙن جي مٿهر آهي. <box>354 422 602 479</box>
table-row <box>623 619 1133 643</box>
footer-dots: ..................... <box>791 1205 938 1221</box>
mid-sub-2b: جاري نہ ٿيون تہ سخت احتجاج ڪيو ويندو: يوسف ۽ ٻيا <box>354 264 602 280</box>
tender-work-table <box>623 595 1134 643</box>
nspc-items-table <box>16 1288 333 1398</box>
nspc-sign-label: دستخط <box>156 1454 194 1466</box>
ntd-submit: 25.07.2023 تي صبح 10.00 وڳي ٺاڻين <box>137 1322 197 1398</box>
clause-text: رجسٽرڊ آڊٽ فرم (ICAP) مان گذريل ٽن سالن جي سالياني آڊيٽ رپورٽس <box>897 785 1104 794</box>
clause-text: استعمال ۽ پيرا جي آخري ڪم ڪندڙ فرم ڪنهن بہ عدالتي ڪارروائي ۾ ملوث نہ آهي ۽ ڪنهن ڪم جي تڪميل ۾ غير ضروري ديرو ڪرائي نہ آهي. <box>696 949 1104 958</box>
th2-date2: پويپيرو (ٽينڊرن جي موٽ نہ ملڻ جي صورت ۾) <box>623 662 735 686</box>
terms-item <box>623 1078 1134 1089</box>
eligibility-item <box>623 842 1134 853</box>
mid-headline-4: عيد ڪانپوءِ تركي جوادارو چاشمرري مان ڪجرو ڪتربنو <box>354 481 602 521</box>
gola-line-1: هر عام ۽ خاص ڪي <box>517 953 596 965</box>
left-sub-6: سول جج، حويدرآباد ميجسٽريٽ جي عدالتن ڀاران ڀنڊن ۽ ڏيان جي مدت ملڻ طلب ڪيون ويون <box>11 879 338 908</box>
masthead: روزاني عوامي آواز (6) خميس 29 جون 2023 ع <box>423 7 727 22</box>
clause-number: (i) <box>1117 736 1125 745</box>
eligibility-item <box>623 784 1134 795</box>
left-alert-144: 144 ٿلر لاڳو ڪري خاموشي اختيار ڪئي وئي، قبضا جاري آهن، مارو ويوا <box>11 614 338 650</box>
clause-text: انڪم ٽيڪس ڊپارٽمينٽ سان رجسٽريشن (NTN) سرٽيفڪيٽ ۽ سانڍ فيڊرل بورڊ آف ريوينيو سان انڪم ٽيڪس ريٽرن فائل ڪرڻ جو ثبوت. <box>719 842 1104 851</box>
eligibility-item <box>623 901 1134 912</box>
left-headline-3: ٽرهہ اڪرهہ سرڪاري زمينن تي ٻاڻرن پوکي آڻين مال لڪن مان اناج گهٽ ڪن ٿا <box>11 536 338 573</box>
nspc-table-header <box>16 1289 332 1322</box>
tender-work-table-header <box>623 595 1133 619</box>
footer-right-badge: پڙهندي سنڌ تم <box>1019 1204 1131 1221</box>
right-second-body: ڏوڪري (د ع آ) ڏوڪري تعلقي ۾ مهانگائي تي ڪنٽرول نه ٿي سگهيو مهانگائي بروهت، غريب مسڪين ۽ بيروزگار طبقي پريشانين ۾ مبتلا ٿي ويا آهن. سرڪاري ادارا مهانگائي تي ڪنٽرول ڪرڻ لاءِ ڪوبہ عملي قدم کڻڻ ۾ ناڪام ثابت ٿيا آهن. <box>949 193 1139 229</box>
clause-text: مشروط اليڪٽرانڪ ۽ ٽيليگرافڪ واڪ/ٽينڊرن ڪي قبول نہ ڪيو ويندو <box>911 1055 1104 1064</box>
clause-number: (iii) <box>1115 760 1127 769</box>
mid-headline-1: خيرپور ۾ پيرسن عورت جو مزس ۽ ٻين خلاف احتجاج، ڌاڻهن <box>354 33 602 73</box>
gola-line-11: شڪريہ. <box>563 1135 596 1147</box>
clause-number: (iv) <box>1115 772 1127 781</box>
clause-text: بيڊنگ ڊاڪيومينٽس ويب سائيٽ ppms.pprasindh.gov.pk تان ڊائون لوڊ ڪري سگهجن ٿا. <box>846 914 1104 923</box>
